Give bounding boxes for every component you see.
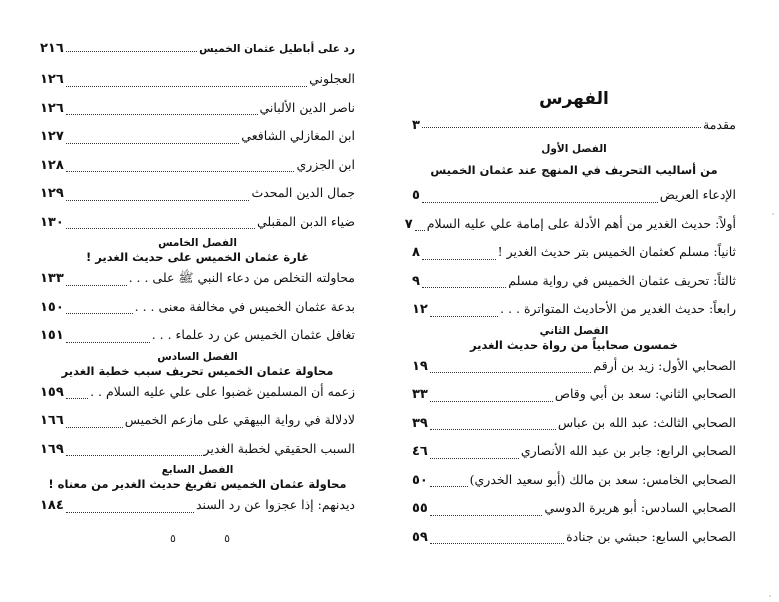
toc-entry-page: ٨	[412, 245, 420, 260]
toc-entry-intro[interactable]	[412, 114, 736, 135]
toc-entry-label: الصحابي الأول: زيد بن أرقم	[593, 357, 736, 373]
page-footer-marks	[170, 532, 230, 545]
chapter-number: الفصل الخامس	[158, 237, 237, 249]
chapter-title: محاولة عثمان الخميس تحريف سبب خطبة الغدير	[61, 363, 334, 378]
dot-leader	[422, 259, 496, 260]
dot-leader	[66, 285, 127, 286]
chapter-heading	[40, 463, 355, 491]
chapter-heading	[40, 236, 355, 264]
toc-entry-page: ٤٦	[412, 444, 428, 459]
toc-entry-label: بدعة عثمان الخميس في مخالفة معنى . . .	[134, 298, 355, 314]
toc-entry-page: ١٦٩	[40, 441, 64, 457]
footer-mark: ٥	[224, 532, 230, 545]
toc-entry-page: ٣	[412, 118, 420, 133]
index-title: الفهرس	[539, 89, 609, 109]
scan-speck	[769, 595, 771, 597]
dot-leader	[66, 455, 202, 456]
dot-leader	[422, 202, 658, 203]
toc-entry-page: ١٥١	[40, 328, 64, 343]
toc-entry-label: محاولته التخلص من دعاء النبي ﷺ على . . .	[128, 270, 355, 285]
toc-entry[interactable]	[40, 406, 355, 435]
toc-entry-label: ثانياً: مسلم كعثمان الخميس بتر حديث الغدير !	[497, 244, 736, 259]
toc-entry-label: جمال الدين المحدث	[251, 185, 355, 200]
dot-leader	[66, 342, 150, 343]
dot-leader	[430, 429, 556, 430]
right-toc	[404, 86, 736, 551]
toc-entry[interactable]	[40, 94, 355, 123]
dot-leader	[66, 398, 88, 399]
toc-entry-label: مقدمة	[703, 117, 736, 132]
chapter-number: الفصل السادس	[157, 350, 238, 363]
toc-entry[interactable]	[40, 378, 355, 407]
toc-entry[interactable]	[412, 523, 736, 552]
dot-leader	[430, 543, 564, 544]
toc-entry-page: ٥٥	[412, 501, 428, 516]
chapter-heading	[412, 139, 736, 181]
toc-entry[interactable]	[412, 466, 736, 495]
toc-entry-page: ٥	[412, 188, 420, 203]
dot-leader	[66, 427, 123, 428]
toc-entry[interactable]	[412, 494, 736, 523]
dot-leader	[66, 228, 255, 229]
toc-entry-label: ديدنهم: إذا عجزوا عن رد السند	[195, 497, 355, 512]
toc-entry-page: ١٢٦	[40, 100, 64, 116]
toc-entry-page: ١٢٧	[40, 129, 64, 144]
toc-entry-page: ١٣٠	[40, 214, 64, 230]
toc-entry[interactable]	[40, 293, 355, 322]
toc-entry-page: ٥٠	[412, 472, 428, 488]
chapter-heading	[40, 350, 355, 378]
chapter-number: الفصل الثاني	[539, 324, 609, 337]
dot-leader	[66, 313, 133, 314]
toc-entry-label: الصحابي الرابع: جابر بن عبد الله الأنصاري	[520, 443, 736, 458]
chapter-title: غارة عثمان الخميس على حديث الغدير !	[86, 250, 309, 264]
toc-entry[interactable]	[40, 435, 355, 464]
toc-entry-page: ١٥٩	[40, 384, 64, 400]
toc-entry[interactable]	[40, 122, 355, 151]
toc-entry-page: ١٥٠	[40, 299, 64, 315]
scan-speck	[772, 213, 774, 215]
toc-entry-label: أولاً: حديث الغدير من أهم الأدلة على إمامة علي عليه السلام	[426, 215, 736, 231]
toc-entry-page: ١٢٩	[40, 186, 64, 201]
left-toc	[40, 38, 355, 520]
toc-entry-label: الصحابي الثالث: عبد الله بن عباس	[557, 414, 736, 430]
dot-leader	[430, 486, 468, 487]
toc-entry-label: الإدعاء العريض	[659, 187, 736, 202]
toc-entry-page: ٥٩	[412, 529, 428, 545]
toc-entry-page: ١٢٨	[40, 157, 64, 173]
toc-entry[interactable]	[412, 352, 736, 381]
toc-entry[interactable]	[40, 179, 355, 208]
toc-entry[interactable]	[40, 151, 355, 180]
toc-entry-page: ١٢٦	[40, 72, 64, 87]
toc-entry[interactable]	[412, 267, 736, 296]
footer-mark: ٥	[170, 532, 176, 545]
dot-leader	[430, 401, 553, 402]
running-header-page: ٢١٦	[40, 41, 64, 56]
toc-entry-label: العجلوني	[309, 71, 355, 86]
toc-entry[interactable]	[404, 210, 736, 239]
toc-entry-label: ثالثاً: تحريف عثمان الخميس في رواية مسلم	[508, 272, 736, 288]
running-header-title: رد على أباطيل عثمان الخميس	[199, 43, 355, 55]
toc-entry[interactable]	[412, 295, 736, 324]
toc-entry[interactable]	[412, 380, 736, 409]
toc-entry-label: لادلالة في رواية البيهقي على مازعم الخميس	[124, 412, 355, 427]
toc-entry-label: الصحابي الخامس: سعد بن مالك (أبو سعيد الخدري)	[469, 471, 736, 487]
chapter-title: من أساليب التحريف في المنهج عند عثمان الخميس	[430, 163, 718, 177]
toc-entry[interactable]	[40, 264, 355, 293]
toc-entry-page: ١٩	[412, 358, 428, 374]
dot-leader	[430, 458, 519, 459]
toc-entry-page: ١٦٦	[40, 413, 64, 428]
toc-entry[interactable]	[40, 321, 355, 350]
chapter-number: الفصل الأول	[541, 143, 607, 155]
dot-leader	[66, 200, 250, 201]
chapter-heading	[412, 324, 736, 352]
dot-leader	[66, 114, 258, 115]
toc-entry[interactable]	[412, 181, 736, 210]
toc-entry[interactable]	[412, 238, 736, 267]
dot-leader	[66, 143, 239, 144]
toc-entry[interactable]	[40, 208, 355, 237]
chapter-title: محاولة عثمان الخميس تفريغ حديث الغدير من معناه !	[48, 477, 347, 491]
chapter-number: الفصل السابع	[161, 464, 234, 476]
chapter-title: خمسون صحابياً من رواة حديث الغدير	[469, 337, 679, 352]
toc-entry-page: ١٢	[412, 302, 428, 317]
dot-leader	[415, 230, 425, 231]
toc-entry[interactable]	[40, 65, 355, 94]
toc-entry-page: ١٣٣	[40, 271, 64, 286]
toc-entry-label: الصحابي السادس: أبو هريرة الدوسي	[544, 500, 736, 515]
dot-leader	[422, 287, 506, 288]
right-page	[390, 0, 779, 602]
dot-leader	[430, 316, 498, 317]
toc-entry-page: ١٨٤	[40, 498, 64, 513]
toc-entry-label: تغافل عثمان الخميس عن رد علماء . . .	[151, 327, 355, 342]
running-header	[40, 38, 355, 59]
dot-leader	[430, 515, 542, 516]
toc-entry-page: ٩	[412, 273, 420, 289]
toc-entry-label: ابن الجزري	[296, 156, 355, 172]
toc-entry-label: ضياء الدبن المقبلي	[256, 213, 355, 229]
toc-entry-label: ناصر الدين الألباني	[259, 99, 355, 115]
dot-leader	[430, 372, 592, 373]
toc-entry-label: زعمه أن المسلمين غضبوا على علي عليه السلام . .	[90, 383, 355, 399]
dot-leader	[66, 86, 307, 87]
toc-entry-page: ٣٣	[412, 387, 428, 402]
toc-entry-label: الصحابي السابع: حبشي بن جنادة	[566, 528, 736, 544]
toc-entry-page: ٣٩	[412, 415, 428, 431]
toc-entry-label: ابن المغازلي الشافعي	[241, 128, 355, 143]
dot-leader	[66, 171, 295, 172]
toc-entry-label: الصحابي الثاني: سعد بن أبي وقاص	[554, 386, 736, 401]
toc-entry[interactable]	[412, 437, 736, 466]
toc-entry[interactable]	[412, 409, 736, 438]
toc-entry-label: السبب الحقيقي لخطبة الغدير	[203, 440, 355, 456]
dot-leader	[66, 51, 197, 52]
toc-entry-page: ٧	[404, 216, 413, 232]
dot-leader	[66, 512, 194, 513]
toc-entry-label: رابعاً: حديث الغدير من الأحاديث المتواترة . . .	[500, 301, 736, 316]
dot-leader	[422, 127, 701, 128]
toc-entry[interactable]	[40, 491, 355, 520]
